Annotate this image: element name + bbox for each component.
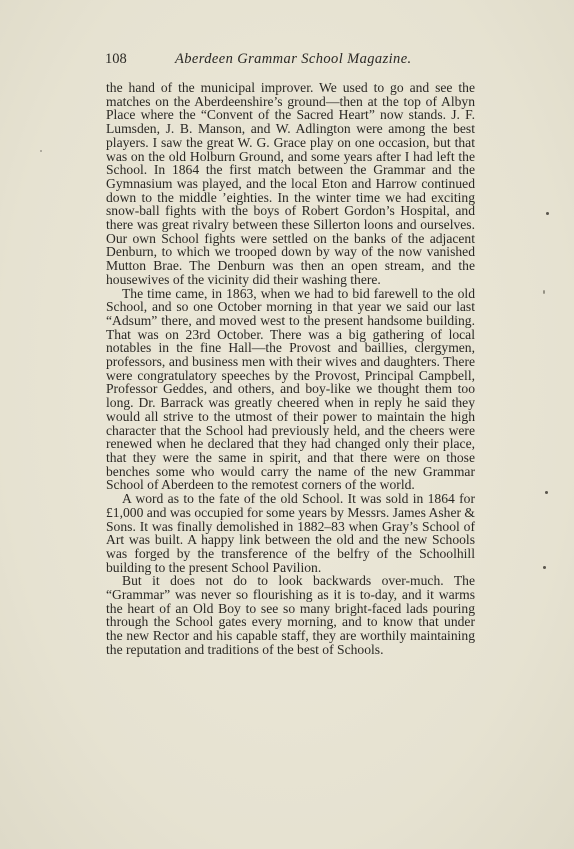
paper-speck — [543, 566, 546, 569]
running-title: Aberdeen Grammar School Magazine. — [175, 51, 412, 67]
paper-speck — [545, 491, 548, 494]
paper-speck — [546, 212, 549, 215]
paper-speck — [40, 150, 42, 152]
page-number: 108 — [105, 51, 127, 67]
paper-speck — [543, 290, 545, 294]
article-body — [106, 81, 475, 657]
paragraph-3: A word as to the fate of the old School. It was sold in 1864 for £1,000 and was occupied for some years by Messrs. James Asher & Sons. It was finally demolished in 1882–83 when Gray’s School of Art was built. A happy link between the old and the new Schools was forged by the transference of the belfry of the Schoolhill building to the present School Pavilion. — [106, 491, 475, 575]
paragraph-1: the hand of the municipal improver. We used to go and see the matches on the Aberdeenshire’s ground—then at the top of Albyn Place where the “Convent of the Sacred Heart” now stands. J. F. Lumsden, J. B. Manson, and W. Adlington were among the best players. I saw the great W. G. Grace play on one occasion, but that was on the old Holburn Ground, and some years after I had left the School. In 1864 the first match between the Grammar and the Gymnasium was played, and the local Eton and Harrow continued down to the middle ’eighties. In the winter time we had exciting snow-ball fights with the boys of Robert Gordon’s Hospital, and there was great rivalry between these Sillerton loons and ourselves. Our own School fights were settled on the banks of the adjacent Denburn, to which we trooped down by way of the now vanished Mutton Brae. The Denburn was then an open stream, and the housewives of the vicinity did their washing there. — [106, 80, 475, 287]
paragraph-2: The time came, in 1863, when we had to bid farewell to the old School, and so one October morning in that year we said our last “Adsum” there, and moved west to the present handsome building. That was on 23rd October. There was a big gathering of local notables in the fine Hall—the Provost and baillies, clergymen, professors, and business men with their wives and daughters. There were congratulatory speeches by the Provost, Principal Campbell, Professor Geddes, and others, and boy-like we thought them too long. Dr. Barrack was greatly cheered when in reply he said they would all strive to the utmost of their power to maintain the high character that the School had previously held, and the cheers were renewed when he declared that they had changed only their place, that they were the same in spirit, and that there were on those benches some who would carry the name of the new Grammar School of Aberdeen to the remotest corners of the world. — [106, 285, 475, 493]
page-header — [105, 51, 475, 69]
paragraph-4: But it does not do to look backwards over-much. The “Grammar” was never so flourishing as it is to-day, and it warms the heart of an Old Boy to see so many bright-faced lads pouring through the School gates every morning, and to know that under the new Rector and his capable staff, they are worthily maintaining the reputation and traditions of the best of Schools. — [106, 573, 475, 657]
